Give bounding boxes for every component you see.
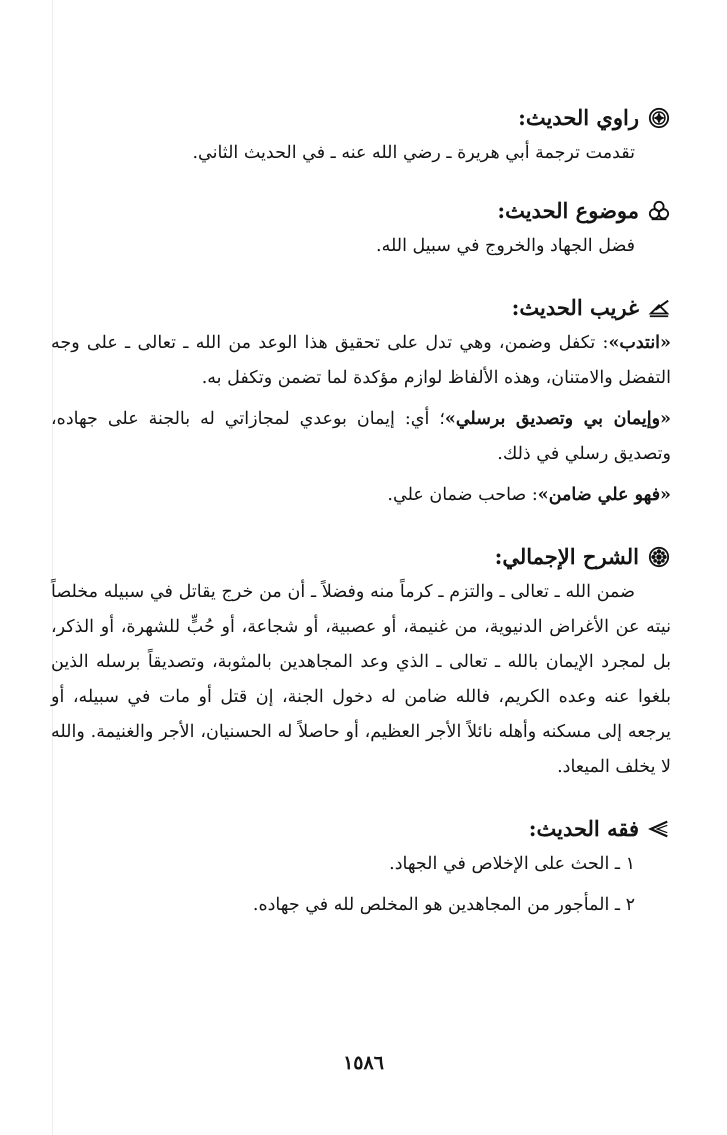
heading-narrator: [51, 100, 671, 136]
vocab-item: [51, 478, 671, 513]
vocab-item: [51, 402, 671, 472]
section-narrator: [51, 100, 671, 171]
page-number: ١٥٨٦: [343, 1052, 384, 1074]
heading-topic: [51, 193, 671, 229]
page-content: [51, 100, 671, 923]
arrow-pointer-icon: [647, 817, 671, 841]
vocab-term: «فهو علي ضامن»: [537, 485, 671, 505]
heading-vocabulary: [51, 290, 671, 326]
heading-topic-text: موضوع الحديث:: [497, 198, 639, 223]
vocab-term: «وإيمان بي وتصديق برسلي»: [444, 409, 671, 429]
vocab-definition: : صاحب ضمان علي.: [387, 485, 538, 505]
heading-narrator-text: راوي الحديث:: [518, 105, 639, 130]
heading-fiqh-text: فقه الحديث:: [528, 816, 639, 841]
heading-explanation-text: الشرح الإجمالي:: [494, 544, 639, 569]
flower-icon: [647, 545, 671, 569]
section-fiqh: [51, 811, 671, 923]
fiqh-item: ١ ـ الحث على الإخلاص في الجهاد.: [389, 854, 635, 874]
topic-text: فضل الجهاد والخروج في سبيل الله.: [376, 236, 635, 256]
heading-fiqh: [51, 811, 671, 847]
section-topic: [51, 193, 671, 264]
heading-explanation: [51, 539, 671, 575]
explanation-text: ضمن الله ـ تعالى ـ والتزم ـ كرماً منه وفضلاً ـ أن من خرج يقاتل في سبيله مخلصاً نيته عن الأغراض الدنيوية، من غنيمة، أو عصبية، أو شجاعة، أو حُبٍّ للشهرة، أو الذكر، بل لمجرد الإيمان بالله ـ تعالى ـ الذي وعد المجاهدين بالمثوبة، وتصديقاً برسله الذين بلغوا عنه وعده الكريم، فالله ضامن له دخول الجنة، إن قتل أو مات في سبيله، أو يرجعه إلى مسكنه وأهله نائلاً الأجر العظيم، أو حاصلاً له الحسنيان، الأجر والغنيمة. والله لا يخلف الميعاد.: [51, 582, 671, 777]
pen-hand-icon: [647, 296, 671, 320]
vocab-item: [51, 326, 671, 396]
vocab-definition: ؛ أي: إيمان بوعدي لمجازاتي له بالجنة على جهاده، وتصديق رسلي في ذلك.: [51, 409, 671, 464]
fiqh-item: ٢ ـ المأجور من المجاهدين هو المخلص لله في جهاده.: [252, 895, 635, 915]
section-vocabulary: [51, 290, 671, 513]
trefoil-icon: [647, 199, 671, 223]
heading-vocabulary-text: غريب الحديث:: [511, 295, 639, 320]
section-explanation: [51, 539, 671, 785]
narrator-text: تقدمت ترجمة أبي هريرة ـ رضي الله عنه ـ في الحديث الثاني.: [192, 143, 635, 163]
vocab-definition: : تكفل وضمن، وهي تدل على تحقيق هذا الوعد من الله ـ تعالى ـ على وجه التفضل والامتنان، وهذه الألفاظ لوازم مؤكدة لما تضمن وتكفل به.: [51, 333, 671, 388]
rosette-icon: [647, 106, 671, 130]
vocab-term: «انتدب»: [608, 333, 671, 353]
